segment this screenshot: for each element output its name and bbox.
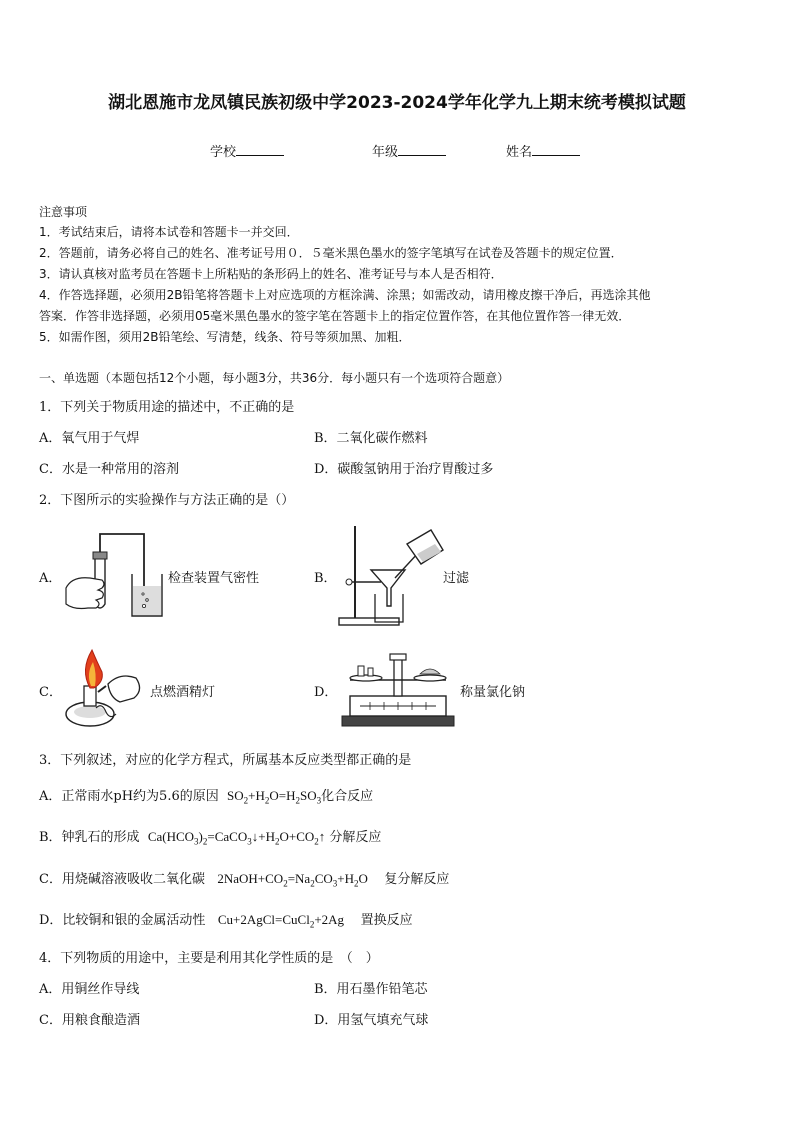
notice-item: 5．如需作图，须用2B铅笔绘、写清楚，线条、符号等须加黑、加粗． bbox=[39, 330, 411, 344]
page-title: 湖北恩施市龙凤镇民族初级中学2023-2024学年化学九上期末统考模拟试题 bbox=[108, 93, 686, 113]
school-blank bbox=[236, 143, 284, 156]
notice-item: 4．作答选择题，必须用2B铅笔将答题卡上对应选项的方框涂满、涂黑；如需改动，请用橡皮擦干净后，再选涂其他 bbox=[39, 288, 651, 302]
q3-option-a-text: A．正常雨水pH约为5.6的原因 bbox=[39, 789, 219, 804]
q3-option-d-type: 置换反应 bbox=[360, 913, 413, 928]
q3-option-b-type: 分解反应 bbox=[329, 830, 382, 845]
q2-option-b-letter: B． bbox=[314, 571, 337, 586]
notice-item: 1．考试结束后，请将本试卷和答题卡一并交回． bbox=[39, 225, 299, 239]
weighing-balance-figure bbox=[340, 652, 456, 730]
q3-option-c bbox=[39, 868, 449, 889]
q3-option-d bbox=[39, 909, 413, 930]
q3-option-c-equation: $2NaOH+CO_2=Na_2CO_3+H_2O$ bbox=[217, 871, 368, 889]
q2-option-b-label: 过滤 bbox=[443, 571, 470, 586]
question-4-stem: 4．下列物质的用途中，主要是利用其化学性质的是 （ ） bbox=[39, 951, 379, 966]
q3-option-c-type: 复分解反应 bbox=[384, 872, 450, 887]
q3-option-c-text: C．用烧碱溶液吸收二氧化碳 bbox=[39, 872, 205, 887]
q3-option-d-equation: Cu+2AgCl=CuCl$_2$+2Ag bbox=[217, 912, 345, 930]
q4-option-d: D．用氢气填充气球 bbox=[314, 1013, 429, 1028]
question-1-stem: 1．下列关于物质用途的描述中，不正确的是 bbox=[39, 400, 295, 415]
q1-option-a: A．氧气用于气焊 bbox=[39, 431, 140, 446]
name-blank bbox=[532, 143, 580, 156]
q2-option-c-letter: C． bbox=[39, 685, 62, 700]
q1-option-b: B．二氧化碳作燃料 bbox=[314, 431, 428, 446]
q4-option-a: A．用铜丝作导线 bbox=[39, 982, 140, 997]
q2-option-a-label: 检查装置气密性 bbox=[168, 571, 260, 586]
q1-option-d: D．碳酸氢钠用于治疗胃酸过多 bbox=[314, 462, 494, 477]
grade-blank bbox=[398, 143, 446, 156]
q3-option-b bbox=[39, 826, 381, 847]
question-3-stem: 3．下列叙述，对应的化学方程式，所属基本反应类型都正确的是 bbox=[39, 753, 412, 768]
school-field bbox=[210, 141, 284, 160]
name-field bbox=[506, 141, 580, 160]
name-label: 姓名 bbox=[506, 145, 533, 160]
lighting-alcohol-lamp-figure bbox=[62, 646, 146, 730]
q2-option-d-label: 称量氯化钠 bbox=[460, 685, 526, 700]
q2-option-c-label: 点燃酒精灯 bbox=[150, 685, 216, 700]
q3-option-b-text: B．钟乳石的形成 bbox=[39, 830, 140, 845]
notice-heading: 注意事项 bbox=[39, 205, 88, 219]
notice-item: 答案．作答非选择题，必须用05毫米黑色墨水的签字笔在答题卡上的指定位置作答，在其他位置作答一律无效． bbox=[39, 309, 631, 323]
notice-item: 2．答题前，请务必将自己的姓名、准考证号用０．５毫米黑色墨水的签字笔填写在试卷及答题卡的规定位置． bbox=[39, 246, 623, 260]
q1-option-c: C．水是一种常用的溶剂 bbox=[39, 462, 179, 477]
q2-option-a-letter: A． bbox=[39, 571, 62, 586]
q3-option-a-equation: $SO_2+H_2O=H_2SO_3$ bbox=[227, 788, 322, 806]
q3-option-a bbox=[39, 785, 373, 806]
notice-item: 3．请认真核对监考员在答题卡上所粘贴的条形码上的姓名、准考证号与本人是否相符． bbox=[39, 267, 503, 281]
question-2-stem: 2．下图所示的实验操作与方法正确的是（） bbox=[39, 493, 295, 508]
school-label: 学校 bbox=[210, 145, 237, 160]
airtightness-check-figure bbox=[62, 528, 168, 620]
q3-option-a-type: 化合反应 bbox=[321, 789, 374, 804]
section-heading: 一、单选题（本题包括12个小题，每小题3分，共36分．每小题只有一个选项符合题意） bbox=[39, 371, 510, 385]
q3-option-d-text: D．比较铜和银的金属活动性 bbox=[39, 913, 206, 928]
q4-option-b: B．用石墨作铅笔芯 bbox=[314, 982, 428, 997]
filtration-figure bbox=[335, 522, 447, 628]
q4-option-c: C．用粮食酿造酒 bbox=[39, 1013, 140, 1028]
q2-option-d-letter: D． bbox=[314, 685, 338, 700]
grade-label: 年级 bbox=[372, 145, 399, 160]
q3-option-b-equation: $Ca(HCO_3)_2=CaCO_3↓+H_2O+CO_2↑$ bbox=[147, 829, 326, 847]
grade-field bbox=[372, 141, 446, 160]
